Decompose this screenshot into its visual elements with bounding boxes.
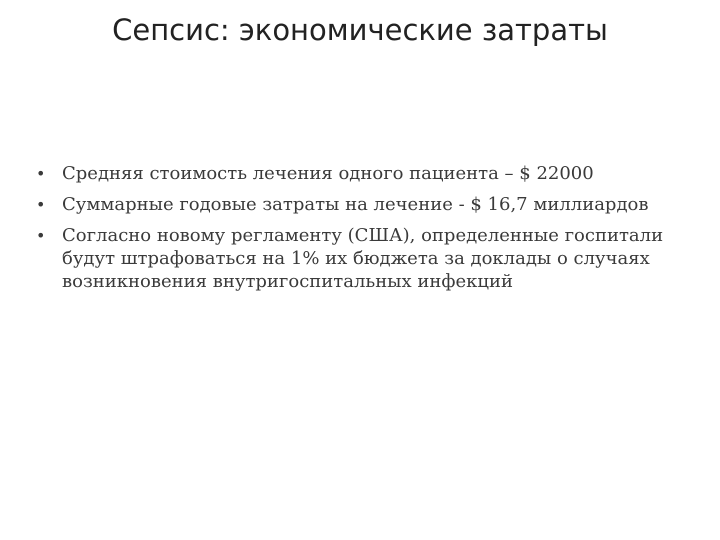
bullet-dot-icon: • (36, 195, 46, 214)
bullet-list (36, 162, 708, 301)
bullet-item-cost-per-patient (36, 162, 708, 185)
bullet-item-regulation (36, 224, 708, 293)
bullet-text: Суммарные годовые затраты на лечение - $ 16,7 миллиардов (62, 194, 649, 215)
bullet-dot-icon: • (36, 164, 46, 183)
bullet-text: Средняя стоимость лечения одного пациента – $ 22000 (62, 163, 594, 184)
bullet-item-annual-costs (36, 193, 708, 216)
bullet-dot-icon: • (36, 226, 46, 245)
bullet-text: Согласно новому регламенту (США), определенные госпитали будут штрафоваться на 1% их бюджета за доклады о случаях возникновения внутригоспитальных инфекций (62, 225, 664, 292)
slide-title: Сепсис: экономические затраты (112, 13, 608, 47)
